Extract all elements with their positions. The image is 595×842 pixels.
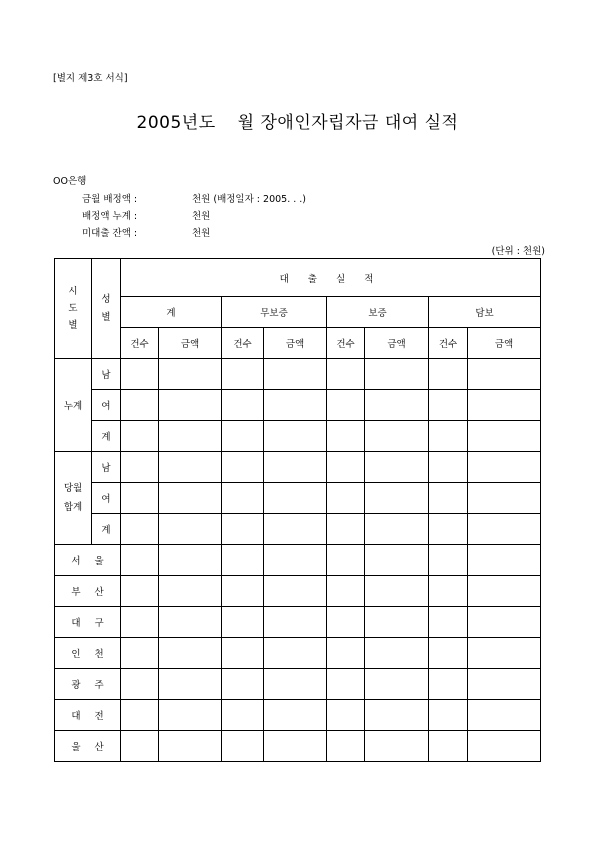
data-cell — [468, 700, 541, 731]
group-guaranteed: 보증 — [327, 297, 429, 328]
data-cell — [327, 514, 365, 545]
data-cell — [222, 514, 264, 545]
table-row — [55, 731, 541, 762]
data-cell — [365, 514, 429, 545]
info-row — [82, 225, 210, 239]
data-cell — [468, 390, 541, 421]
group-total: 계 — [121, 297, 222, 328]
data-cell — [468, 731, 541, 762]
header-region: 시도별 — [55, 259, 92, 359]
title-rest: 월 장애인자립자금 대여 실적 — [237, 113, 459, 133]
data-cell — [429, 359, 468, 390]
header-gender: 성별 — [92, 259, 121, 359]
data-cell — [121, 514, 159, 545]
table-row — [55, 607, 541, 638]
data-cell — [327, 390, 365, 421]
region-cell: 부산 — [55, 576, 121, 607]
gender-cell: 여 — [92, 483, 121, 514]
sub-amount: 금액 — [159, 328, 222, 359]
loan-performance-table — [54, 258, 541, 762]
unit-label: (단위 : 천원) — [491, 246, 545, 257]
row-month-total-label: 당월 합계 — [55, 452, 92, 545]
data-cell — [429, 576, 468, 607]
data-cell — [365, 359, 429, 390]
info-value: 천원 — [192, 211, 211, 222]
region-cell: 대전 — [55, 700, 121, 731]
data-cell — [264, 669, 327, 700]
data-cell — [429, 731, 468, 762]
data-cell — [222, 452, 264, 483]
data-cell — [365, 390, 429, 421]
title-year: 2005년도 — [136, 113, 216, 133]
data-cell — [222, 359, 264, 390]
data-cell — [468, 638, 541, 669]
info-row — [82, 191, 306, 205]
info-row — [82, 208, 210, 222]
data-cell — [365, 452, 429, 483]
region-cell: 광주 — [55, 669, 121, 700]
data-cell — [264, 576, 327, 607]
data-cell — [365, 731, 429, 762]
table-row — [55, 545, 541, 576]
data-cell — [264, 483, 327, 514]
data-cell — [121, 390, 159, 421]
data-cell — [222, 390, 264, 421]
data-cell — [159, 638, 222, 669]
data-cell — [429, 638, 468, 669]
data-cell — [327, 669, 365, 700]
data-cell — [159, 669, 222, 700]
sub-amount: 금액 — [365, 328, 429, 359]
data-cell — [327, 576, 365, 607]
data-cell — [327, 452, 365, 483]
data-cell — [121, 607, 159, 638]
data-cell — [159, 421, 222, 452]
data-cell — [468, 421, 541, 452]
data-cell — [222, 545, 264, 576]
data-cell — [159, 576, 222, 607]
form-number: [별지 제3호 서식] — [53, 73, 128, 84]
data-cell — [159, 359, 222, 390]
sub-count: 건수 — [429, 328, 468, 359]
data-cell — [468, 359, 541, 390]
data-cell — [365, 700, 429, 731]
data-cell — [365, 421, 429, 452]
table-row — [55, 483, 541, 514]
table-row — [55, 359, 541, 390]
data-cell — [222, 483, 264, 514]
data-cell — [365, 483, 429, 514]
data-cell — [327, 607, 365, 638]
sub-count: 건수 — [327, 328, 365, 359]
data-cell — [429, 669, 468, 700]
data-cell — [121, 421, 159, 452]
data-cell — [429, 483, 468, 514]
info-value: 천원 (배정일자 : 2005. . .) — [192, 194, 307, 205]
info-label: 미대출 잔액 : — [82, 228, 138, 239]
data-cell — [468, 545, 541, 576]
data-cell — [121, 700, 159, 731]
sub-count: 건수 — [121, 328, 159, 359]
data-cell — [429, 421, 468, 452]
table-row — [55, 669, 541, 700]
data-cell — [327, 483, 365, 514]
data-cell — [222, 576, 264, 607]
data-cell — [159, 514, 222, 545]
data-cell — [468, 669, 541, 700]
table-row — [55, 452, 541, 483]
table-row — [55, 638, 541, 669]
row-cumulative-label: 누계 — [55, 359, 92, 452]
data-cell — [429, 452, 468, 483]
info-value: 천원 — [192, 228, 211, 239]
table-row — [55, 421, 541, 452]
table-row — [55, 514, 541, 545]
data-cell — [429, 390, 468, 421]
data-cell — [264, 607, 327, 638]
table-row — [55, 390, 541, 421]
region-cell: 대구 — [55, 607, 121, 638]
gender-cell: 남 — [92, 452, 121, 483]
group-collateral: 담보 — [429, 297, 541, 328]
data-cell — [159, 390, 222, 421]
data-cell — [264, 514, 327, 545]
table-row — [55, 700, 541, 731]
data-cell — [264, 421, 327, 452]
data-cell — [264, 390, 327, 421]
data-cell — [222, 731, 264, 762]
data-cell — [468, 483, 541, 514]
data-cell — [327, 700, 365, 731]
data-cell — [222, 607, 264, 638]
region-cell: 울산 — [55, 731, 121, 762]
sub-amount: 금액 — [264, 328, 327, 359]
data-cell — [327, 638, 365, 669]
data-cell — [222, 421, 264, 452]
data-cell — [327, 359, 365, 390]
data-cell — [159, 483, 222, 514]
data-cell — [429, 545, 468, 576]
page-title — [0, 108, 595, 133]
data-cell — [121, 576, 159, 607]
data-cell — [365, 607, 429, 638]
data-cell — [121, 359, 159, 390]
data-cell — [264, 731, 327, 762]
data-cell — [121, 731, 159, 762]
data-cell — [468, 452, 541, 483]
data-cell — [429, 607, 468, 638]
data-cell — [121, 452, 159, 483]
data-cell — [264, 545, 327, 576]
data-cell — [468, 576, 541, 607]
data-cell — [159, 607, 222, 638]
data-cell — [327, 545, 365, 576]
sub-amount: 금액 — [468, 328, 541, 359]
data-cell — [429, 514, 468, 545]
table-row — [55, 576, 541, 607]
data-cell — [264, 452, 327, 483]
data-cell — [365, 576, 429, 607]
gender-cell: 계 — [92, 421, 121, 452]
gender-cell: 여 — [92, 390, 121, 421]
data-cell — [222, 700, 264, 731]
data-cell — [327, 421, 365, 452]
data-cell — [222, 638, 264, 669]
sub-count: 건수 — [222, 328, 264, 359]
data-cell — [159, 731, 222, 762]
gender-cell: 계 — [92, 514, 121, 545]
data-cell — [365, 669, 429, 700]
data-cell — [121, 669, 159, 700]
data-cell — [327, 731, 365, 762]
data-cell — [365, 545, 429, 576]
data-cell — [468, 607, 541, 638]
data-cell — [264, 638, 327, 669]
info-label: 금월 배정액 : — [82, 194, 138, 205]
data-cell — [222, 669, 264, 700]
data-cell — [159, 452, 222, 483]
data-cell — [365, 638, 429, 669]
data-cell — [264, 700, 327, 731]
header-loan-performance: 대 출 실 적 — [121, 259, 541, 297]
data-cell — [121, 638, 159, 669]
data-cell — [468, 514, 541, 545]
data-cell — [159, 545, 222, 576]
bank-name: OO은행 — [53, 176, 87, 187]
region-cell: 서울 — [55, 545, 121, 576]
data-cell — [159, 700, 222, 731]
info-label: 배정액 누계 : — [82, 211, 138, 222]
data-cell — [121, 545, 159, 576]
group-unsecured: 무보증 — [222, 297, 327, 328]
region-cell: 인천 — [55, 638, 121, 669]
data-cell — [429, 700, 468, 731]
data-cell — [264, 359, 327, 390]
data-cell — [121, 483, 159, 514]
gender-cell: 남 — [92, 359, 121, 390]
